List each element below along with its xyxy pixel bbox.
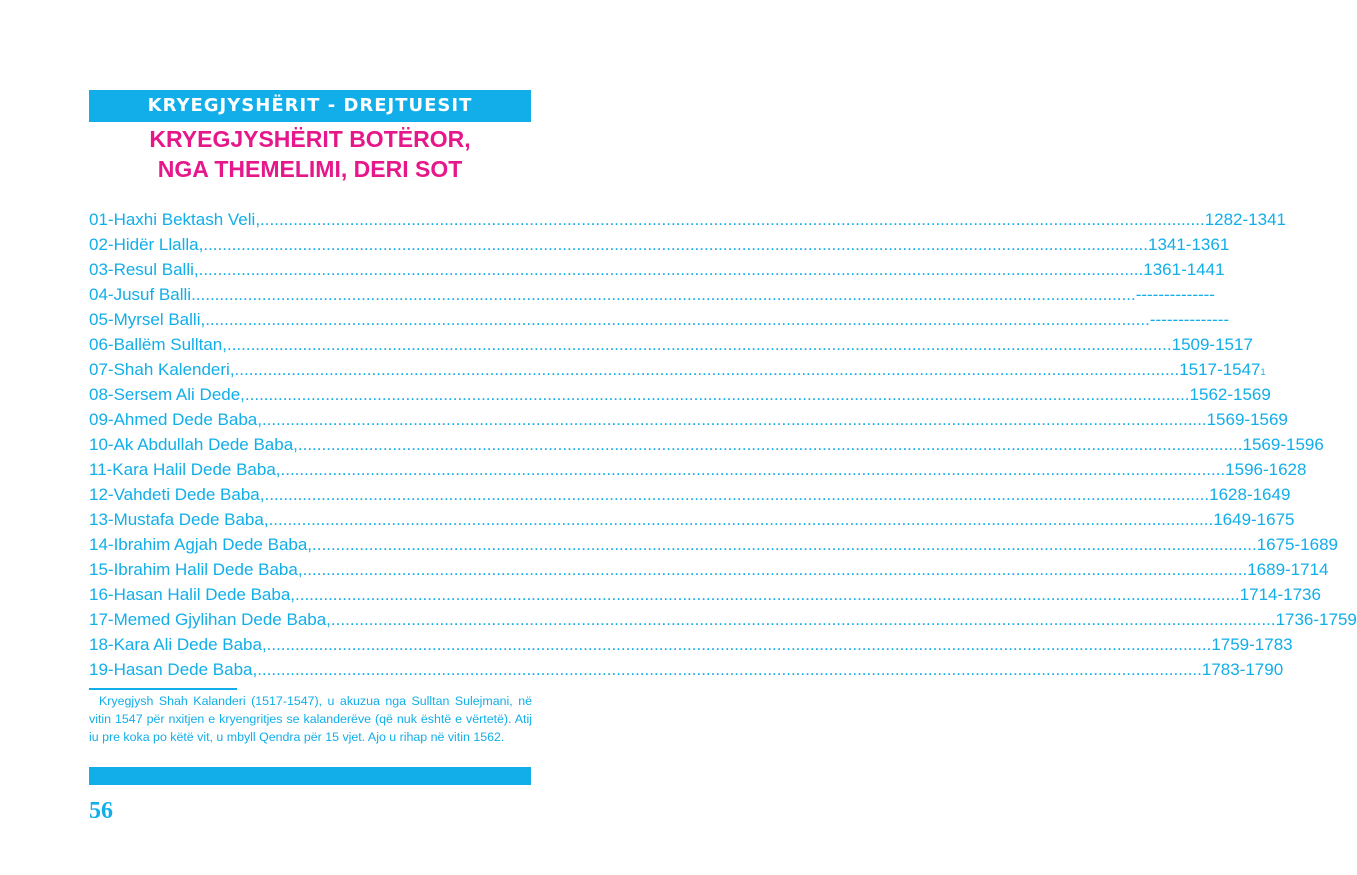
entry-name: 12-Vahdeti Dede Baba, — [89, 485, 265, 504]
entry-years: 1569-1569 — [1206, 410, 1288, 429]
list-item — [89, 532, 1338, 557]
banner-text: KRYEGJYSHËRIT - DREJTUESIT — [147, 95, 473, 116]
entry-years: 1562-1569 — [1189, 385, 1271, 404]
leader-dots: ........................................................................................................................................................................................................ — [244, 385, 1190, 404]
entry-name: 04-Jusuf Balli — [89, 285, 192, 304]
entry-years: 1517-1547 — [1179, 360, 1261, 379]
entry-name: 07-Shah Kalenderi, — [89, 360, 235, 379]
leader-dots: ........................................................................................................................................................................................................ — [226, 335, 1172, 354]
entry-name: 01-Haxhi Bektash Veli, — [89, 210, 261, 229]
leader-dots: ........................................................................................................................................................................................................ — [264, 485, 1210, 504]
list-item — [89, 607, 1357, 632]
list-item — [89, 257, 1225, 282]
list-item — [89, 582, 1321, 607]
list-item — [89, 232, 1230, 257]
leader-dots: ........................................................................................................................................................................................................ — [261, 410, 1207, 429]
entry-years: 1569-1596 — [1242, 435, 1324, 454]
entry-name: 10-Ak Abdullah Dede Baba, — [89, 435, 298, 454]
entry-years: 1759-1783 — [1211, 635, 1293, 654]
title-line-2: NGA THEMELIMI, DERI SOT — [157, 156, 463, 182]
entry-name: 06-Ballëm Sulltan, — [89, 335, 227, 354]
leader-dots: ........................................................................................................................................................................................................ — [312, 535, 1257, 554]
leader-dots: ........................................................................................................................................................................................................ — [302, 560, 1248, 579]
leader-dots: ........................................................................................................................................................................................................ — [330, 610, 1276, 629]
page-title — [89, 124, 531, 184]
leader-dots: ........................................................................................................................................................................................................ — [234, 360, 1180, 379]
footnote: Kryegjysh Shah Kalanderi (1517-1547), u akuzua nga Sulltan Sulejmani, në vitin 1547 për nxitjen e kryengritjes se kalanderëve (që nuk është e vërtetë). Atij iu pre koka po këtë vit, u mbyll Qendra për 15 vjet. Ajo u rihap në vitin 1562. — [89, 694, 532, 744]
leaders-list — [89, 207, 1357, 682]
leader-dots: ........................................................................................................................................................................................................ — [198, 260, 1144, 279]
entry-name: 08-Sersem Ali Dede, — [89, 385, 245, 404]
list-item — [89, 457, 1307, 482]
entry-name: 15-Ibrahim Halil Dede Baba, — [89, 560, 303, 579]
entry-name: 11-Kara Halil Dede Baba, — [89, 460, 281, 479]
leader-dots: ........................................................................................................................................................................................................ — [268, 510, 1214, 529]
list-item — [89, 332, 1253, 357]
entry-years: -------------- — [1135, 285, 1215, 304]
list-item — [89, 307, 1230, 332]
entry-name: 05-Myrsel Balli, — [89, 310, 206, 329]
page-number: 56 — [89, 798, 113, 824]
list-item — [89, 432, 1324, 457]
list-item — [89, 482, 1291, 507]
leader-dots: ........................................................................................................................................................................................................ — [205, 310, 1150, 329]
entry-years: 1341-1361 — [1147, 235, 1230, 254]
entry-name: 18-Kara Ali Dede Baba, — [89, 635, 267, 654]
footnote-divider — [89, 688, 237, 690]
list-item — [89, 507, 1295, 532]
entry-name: 03-Resul Balli, — [89, 260, 199, 279]
list-item — [89, 657, 1284, 682]
leader-dots: ........................................................................................................................................................................................................ — [266, 635, 1212, 654]
list-item — [89, 382, 1271, 407]
entry-name: 09-Ahmed Dede Baba, — [89, 410, 262, 429]
leader-dots: ........................................................................................................................................................................................................ — [203, 235, 1148, 254]
entry-years: 1689-1714 — [1247, 560, 1329, 579]
list-item — [89, 632, 1293, 657]
entry-years: 1714-1736 — [1239, 585, 1321, 604]
entry-name: 14-Ibrahim Agjah Dede Baba, — [89, 535, 313, 554]
entry-years: 1783-1790 — [1201, 660, 1284, 679]
entry-years: -------------- — [1149, 310, 1230, 329]
entry-name: 17-Memed Gjylihan Dede Baba, — [89, 610, 331, 629]
leader-dots: ........................................................................................................................................................................................................ — [295, 585, 1240, 604]
entry-years: 1282-1341 — [1204, 210, 1286, 229]
entry-name: 13-Mustafa Dede Baba, — [89, 510, 269, 529]
title-line-1: KRYEGJYSHËRIT BOTËROR, — [149, 126, 471, 152]
bottom-bar — [89, 767, 531, 785]
entry-name: 16-Hasan Halil Dede Baba, — [89, 585, 296, 604]
list-item — [89, 282, 1215, 307]
entry-years: 1596-1628 — [1225, 460, 1307, 479]
entry-years: 1649-1675 — [1213, 510, 1295, 529]
leader-dots: ........................................................................................................................................................................................................ — [257, 660, 1202, 679]
entry-name: 19-Hasan Dede Baba, — [89, 660, 258, 679]
entry-name: 02-Hidër Llalla, — [89, 235, 204, 254]
entry-years: 1736-1759 — [1275, 610, 1357, 629]
entry-years: 1628-1649 — [1209, 485, 1291, 504]
list-item — [89, 207, 1286, 232]
leader-dots: ........................................................................................................................................................................................................ — [280, 460, 1226, 479]
section-banner — [89, 90, 531, 122]
leader-dots: ........................................................................................................................................................................................................ — [297, 435, 1243, 454]
leader-dots: ........................................................................................................................................................................................................ — [191, 285, 1136, 304]
list-item — [89, 557, 1329, 582]
entry-years: 1509-1517 — [1171, 335, 1253, 354]
list-item: 07-Shah Kalenderi, ........................................................................................................................................................................................................ 1517-1547 1 — [89, 357, 532, 382]
entry-years: 1361-1441 — [1143, 260, 1225, 279]
list-item — [89, 407, 1288, 432]
leader-dots: ........................................................................................................................................................................................................ — [260, 210, 1205, 229]
entry-years: 1675-1689 — [1256, 535, 1338, 554]
